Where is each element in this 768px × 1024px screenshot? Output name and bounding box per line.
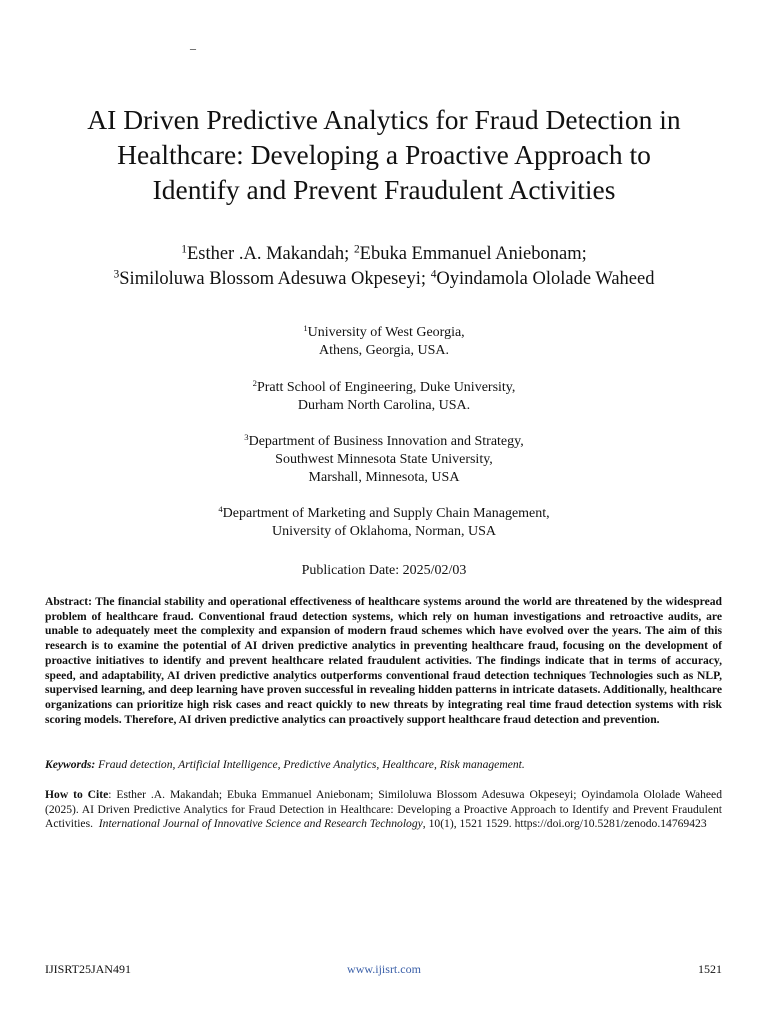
affiliation-1 (30, 324, 738, 360)
citation (45, 788, 722, 832)
affiliation-2-line-1: $^2$Pratt School of Engineering, Duke University, (252, 378, 516, 395)
affiliation-4-line-2: University of Oklahoma, Norman, USA (272, 524, 496, 539)
affiliation-3 (30, 433, 738, 487)
abstract (45, 595, 722, 727)
citation-text: : Esther .A. Makandah; Ebuka Emmanuel Aniebonam; Similoluwa Blossom Adesuwa Okpeseyi; Oyindamola Ololade Waheed (2025). AI Driven Predictive Analytics for Fraud Detection in Healthcare: Developing a Proactive Approach to Identify and Prevent Fraudulent Activities. (45, 788, 722, 831)
footer-paper-id: IJISRT25JAN491 (45, 962, 131, 976)
author-1-number: 1 (181, 243, 187, 256)
citation-label: How to Cite (45, 788, 109, 801)
author-4-number: 4 (430, 268, 437, 281)
abstract-text: The financial stability and operational effectiveness of healthcare systems around the world are threatened by the widespread problem of healthcare fraud. Conventional fraud detection systems, which rely on human investigations and retroactive audits, are unable to adequately meet the complexity and expansion of modern fraud schemes which have evolved over the years. The aim of this research is to examine the potential of AI driven predictive analytics in preventing healthcare fraud, focusing on the development of proactive initiatives to identify and prevent healthcare related fraudulent activities. The findings indicate that in terms of accuracy, speed, and adaptability, AI driven predictive analytics outperforms conventional fraud detection techniques Technologies such as NLP, supervised learning, and deep learning have proven successful in revealing hidden patterns in intricate datasets. Additionally, healthcare organizations can prioritize high risk cases and react quickly to new threats by integrating real time fraud detection systems with risk scoring models. Therefore, AI driven predictive analytics can proactively support healthcare fraud detection and prevention. (45, 595, 722, 726)
author-line-1 (30, 242, 738, 267)
abstract-label: Abstract: (45, 595, 93, 608)
citation-journal: International Journal of Innovative Science and Research Technology (98, 817, 423, 831)
header-mark: – (190, 41, 196, 55)
citation-doi: , 10(1), 1521 1529. https://doi.org/10.5281/zenodo.14769423 (422, 817, 707, 831)
author-3-name: Similoluwa Blossom Adesuwa Okpeseyi; (119, 269, 427, 289)
affiliation-4 (30, 505, 738, 541)
affiliation-3-line-3: Marshall, Minnesota, USA (308, 470, 460, 485)
affiliation-2-line-2: Durham North Carolina, USA. (297, 398, 471, 413)
affiliation-1-line-1: $^1$University of West Georgia, (303, 323, 465, 340)
keywords (45, 758, 722, 773)
author-line-2 (30, 267, 738, 292)
footer-page-number: 1521 (698, 962, 722, 976)
keywords-label: Keywords: (45, 758, 96, 771)
affiliation-1-line-2: Athens, Georgia, USA. (318, 343, 449, 358)
author-list (30, 242, 738, 292)
author-1-name: Esther .A. Makandah; (186, 244, 350, 264)
publication-date: Publication Date: 2025/02/03 (301, 563, 467, 578)
author-2-name: Ebuka Emmanuel Aniebonam; (359, 244, 587, 264)
affiliation-4-line-1: $^4$Department of Marketing and Supply Chain Management, (218, 504, 550, 521)
title-line-1: AI Driven Predictive Analytics for Fraud Detection in (87, 104, 681, 135)
paper-title (30, 102, 738, 207)
title-line-3: Identify and Prevent Fraudulent Activities (152, 174, 616, 205)
author-4-name: Oyindamola Ololade Waheed (436, 269, 655, 289)
author-3-number: 3 (113, 268, 120, 281)
affiliation-2 (30, 379, 738, 415)
title-line-2: Healthcare: Developing a Proactive Approach to (117, 139, 651, 170)
footer-website-link[interactable]: www.ijisrt.com (347, 962, 421, 976)
affiliation-3-line-1: $^3$Department of Business Innovation and Strategy, (244, 432, 524, 449)
keywords-text: Fraud detection, Artificial Intelligence, Predictive Analytics, Healthcare, Risk management. (98, 758, 525, 771)
author-2-number: 2 (353, 243, 360, 256)
affiliation-3-line-2: Southwest Minnesota State University, (275, 452, 493, 467)
